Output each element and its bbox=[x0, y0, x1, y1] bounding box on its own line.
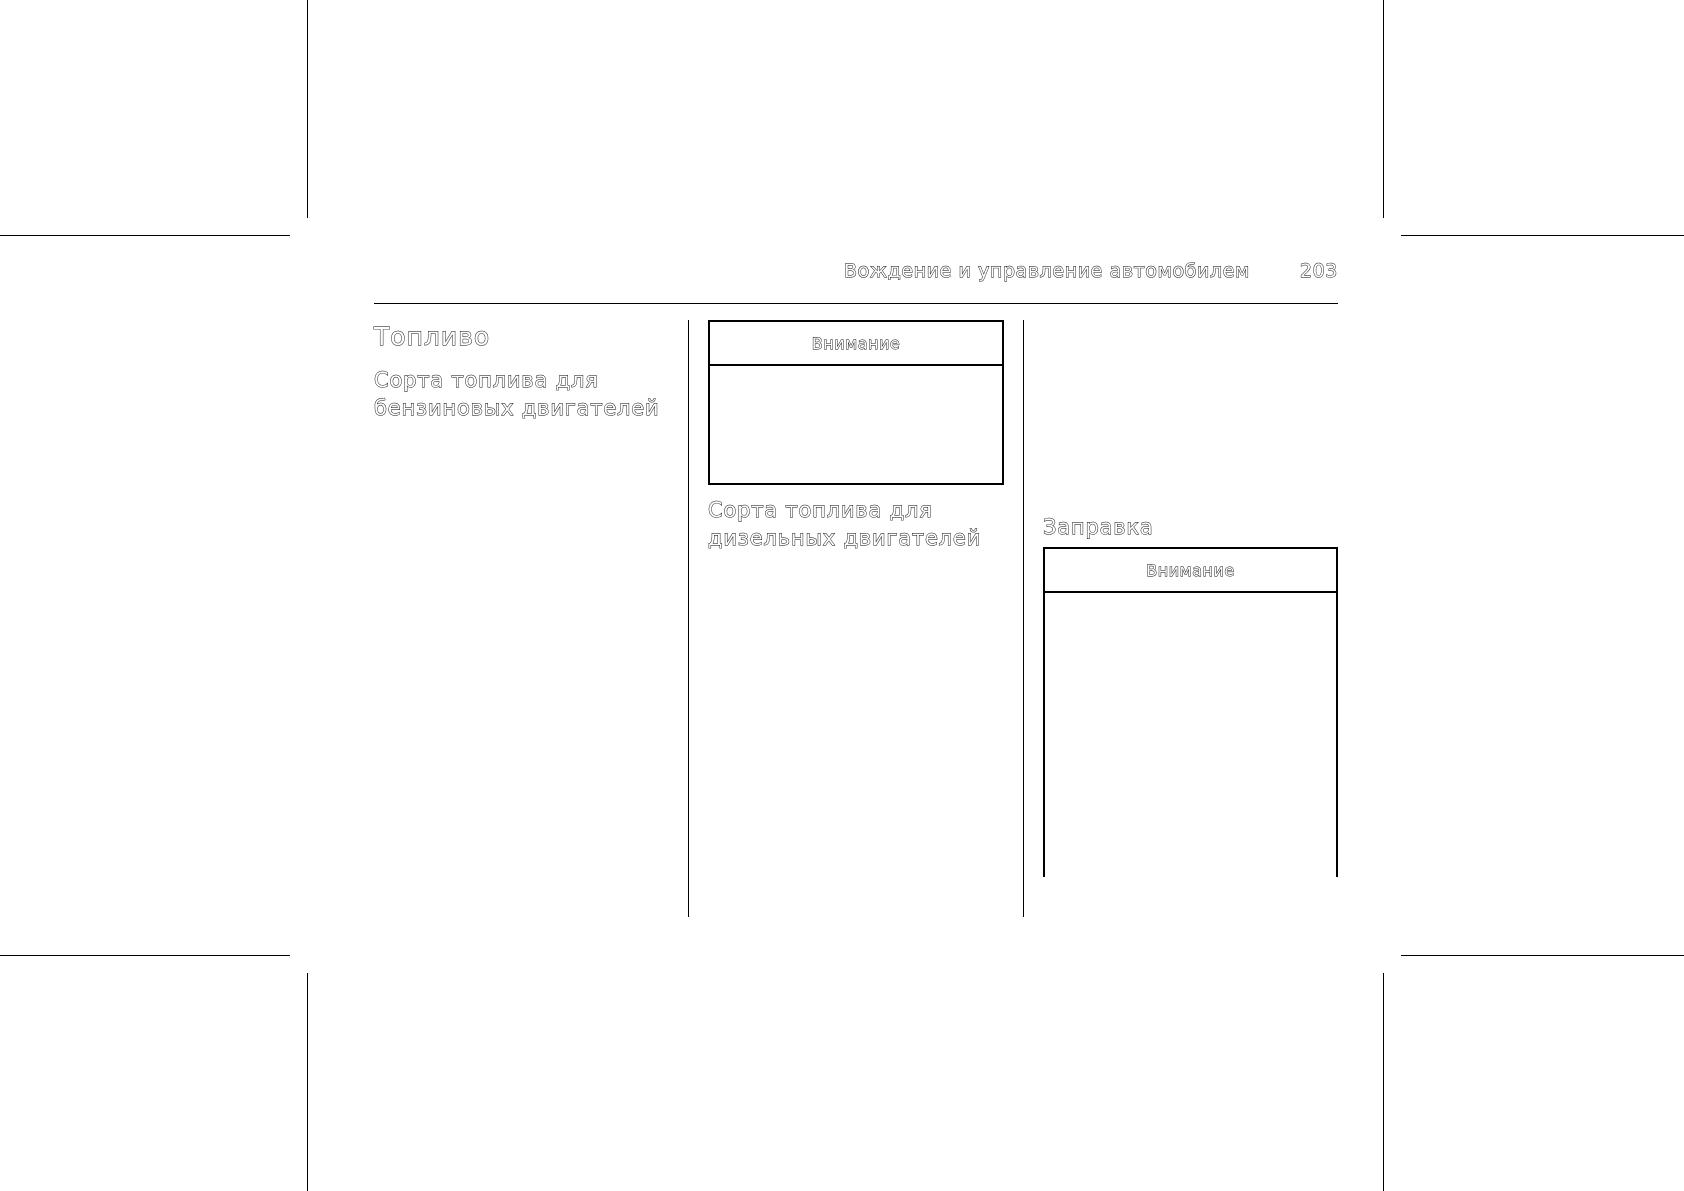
diesel-fuel-grades-heading-line2: дизельных двигателей bbox=[708, 526, 982, 550]
refuelling-heading: Заправка bbox=[1043, 515, 1154, 539]
crop-mark-top-right-vertical bbox=[1383, 0, 1384, 218]
column-divider-1 bbox=[688, 320, 689, 917]
warning-box-diesel bbox=[708, 320, 1004, 485]
running-header bbox=[374, 256, 1338, 286]
warning-box-refuelling bbox=[1043, 547, 1338, 877]
petrol-fuel-grades-heading-line1: Сорта топлива для bbox=[374, 368, 599, 392]
crop-mark-top-left-horizontal bbox=[0, 235, 290, 236]
column-divider-2 bbox=[1023, 320, 1024, 917]
crop-mark-bottom-right-vertical bbox=[1383, 973, 1384, 1191]
crop-mark-bottom-left-horizontal bbox=[0, 955, 290, 956]
diesel-fuel-grades-heading bbox=[708, 496, 981, 552]
petrol-fuel-grades-heading-line2: бензиновых двигателей bbox=[374, 396, 660, 420]
diesel-fuel-grades-heading-line1: Сорта топлива для bbox=[708, 498, 933, 522]
warning-box-title: Внимание bbox=[710, 322, 1002, 366]
crop-mark-bottom-right-horizontal bbox=[1401, 955, 1684, 956]
crop-mark-top-right-horizontal bbox=[1401, 235, 1684, 236]
warning-box-title: Внимание bbox=[1045, 549, 1336, 593]
fuel-heading: Топливо bbox=[374, 322, 491, 351]
section-title: Вождение и управление автомобилем bbox=[844, 260, 1250, 282]
petrol-fuel-grades-heading bbox=[374, 366, 659, 422]
header-rule bbox=[374, 303, 1338, 304]
crop-mark-top-left-vertical bbox=[307, 0, 308, 218]
crop-mark-bottom-left-vertical bbox=[307, 973, 308, 1191]
page-number: 203 bbox=[1299, 260, 1338, 282]
